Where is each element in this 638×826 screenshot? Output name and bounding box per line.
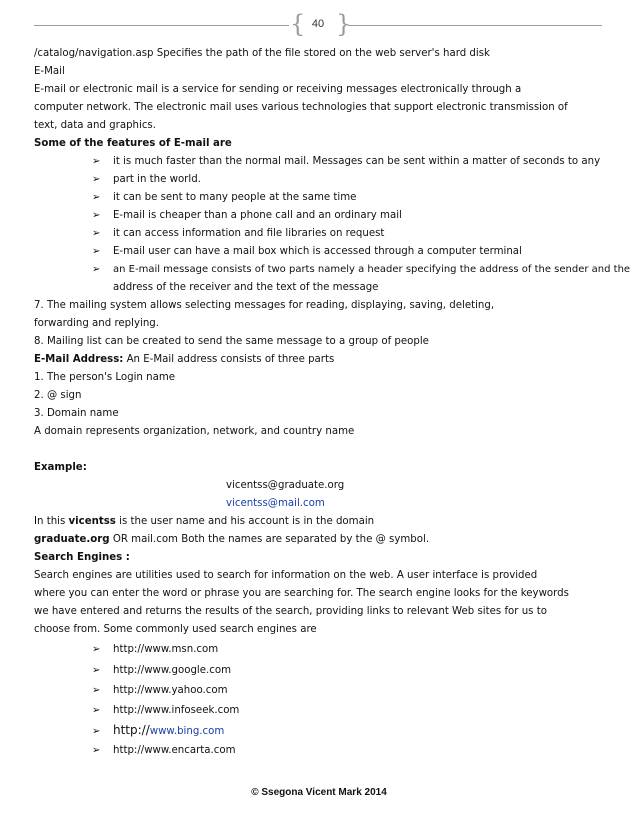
arrow-bullet-icon: ➢ — [92, 685, 101, 696]
footer-copyright: © Ssegona Vicent Mark 2014 — [251, 787, 387, 798]
list-item: ➢ http://www.yahoo.com — [92, 685, 228, 696]
arrow-bullet-icon: ➢ — [92, 174, 101, 185]
list-item: ➢ http://www.encarta.com — [92, 745, 236, 756]
arrow-bullet-icon: ➢ — [92, 264, 101, 275]
explanation-line: graduate.org OR mail.com Both the names are separated by the @ symbol. — [34, 534, 430, 545]
example-label: Example: — [34, 462, 87, 473]
page-number: 40 — [311, 18, 325, 30]
header-rule-left — [34, 25, 289, 26]
list-item: ➢ http://www.bing.com — [92, 723, 225, 737]
intro-line: /catalog/navigation.asp Specifies the path of the file stored on the web server's hard disk — [34, 48, 490, 59]
explanation-line: In this vicentss is the user name and his account is in the domain — [34, 516, 375, 527]
arrow-bullet-icon: ➢ — [92, 745, 101, 756]
arrow-bullet-icon: ➢ — [92, 156, 101, 167]
email-definition-line: E-mail or electronic mail is a service for sending or receiving messages electronically through a — [34, 84, 522, 95]
list-item-continuation: address of the receiver and the text of the message — [113, 282, 379, 293]
domain-line: A domain represents organization, network, and country name — [34, 426, 355, 437]
list-item: ➢ http://www.infoseek.com — [92, 705, 240, 716]
features-heading: Some of the features of E-mail are — [34, 138, 232, 149]
list-item: ➢ it can be sent to many people at the same time — [92, 192, 357, 203]
header-rule-right — [348, 25, 602, 26]
bing-link[interactable]: www.bing.com — [149, 726, 225, 737]
arrow-bullet-icon: ➢ — [92, 210, 101, 221]
arrow-bullet-icon: ➢ — [92, 726, 101, 737]
arrow-bullet-icon: ➢ — [92, 246, 101, 257]
arrow-bullet-icon: ➢ — [92, 192, 101, 203]
example-email-link[interactable]: vicentss@mail.com — [226, 498, 325, 509]
example-email: vicentss@graduate.org — [226, 480, 345, 491]
arrow-bullet-icon: ➢ — [92, 228, 101, 239]
search-engines-heading: Search Engines : — [34, 552, 130, 563]
left-brace-icon: { — [290, 10, 306, 38]
search-engines-text: we have entered and returns the results of the search, providing links to relevant Web sites for us to — [34, 606, 547, 617]
point-7-line: forwarding and replying. — [34, 318, 160, 329]
arrow-bullet-icon: ➢ — [92, 665, 101, 676]
search-engines-text: choose from. Some commonly used search engines are — [34, 624, 317, 635]
arrow-bullet-icon: ➢ — [92, 644, 101, 655]
page-header — [34, 12, 602, 38]
email-definition-line: computer network. The electronic mail uses various technologies that support electronic transmission of — [34, 102, 568, 113]
address-part: 3. Domain name — [34, 408, 119, 419]
search-engines-text: Search engines are utilities used to search for information on the web. A user interface is provided — [34, 570, 538, 581]
address-part: 2. @ sign — [34, 390, 82, 401]
list-item: ➢ it is much faster than the normal mail. Messages can be sent within a matter of seconds to any — [92, 156, 601, 167]
arrow-bullet-icon: ➢ — [92, 705, 101, 716]
search-engines-text: where you can enter the word or phrase you are searching for. The search engine looks for the keywords — [34, 588, 569, 599]
address-part: 1. The person's Login name — [34, 372, 176, 383]
list-item: ➢ an E-mail message consists of two parts namely a header specifying the address of the sender and the — [92, 264, 631, 275]
email-definition-line: text, data and graphics. — [34, 120, 156, 131]
list-item: ➢ part in the world. — [92, 174, 201, 185]
email-heading: E-Mail — [34, 66, 65, 77]
point-7-line: 7. The mailing system allows selecting messages for reading, displaying, saving, deleting, — [34, 300, 495, 311]
point-8-line: 8. Mailing list can be created to send the same message to a group of people — [34, 336, 429, 347]
list-item: ➢ E-mail user can have a mail box which is accessed through a computer terminal — [92, 246, 522, 257]
right-brace-icon: } — [336, 10, 352, 38]
email-address-line: E-Mail Address: An E-Mail address consists of three parts — [34, 354, 335, 365]
list-item: ➢ E-mail is cheaper than a phone call and an ordinary mail — [92, 210, 402, 221]
list-item: ➢ http://www.msn.com — [92, 644, 219, 655]
list-item: ➢ it can access information and file libraries on request — [92, 228, 385, 239]
list-item: ➢ http://www.google.com — [92, 665, 232, 676]
